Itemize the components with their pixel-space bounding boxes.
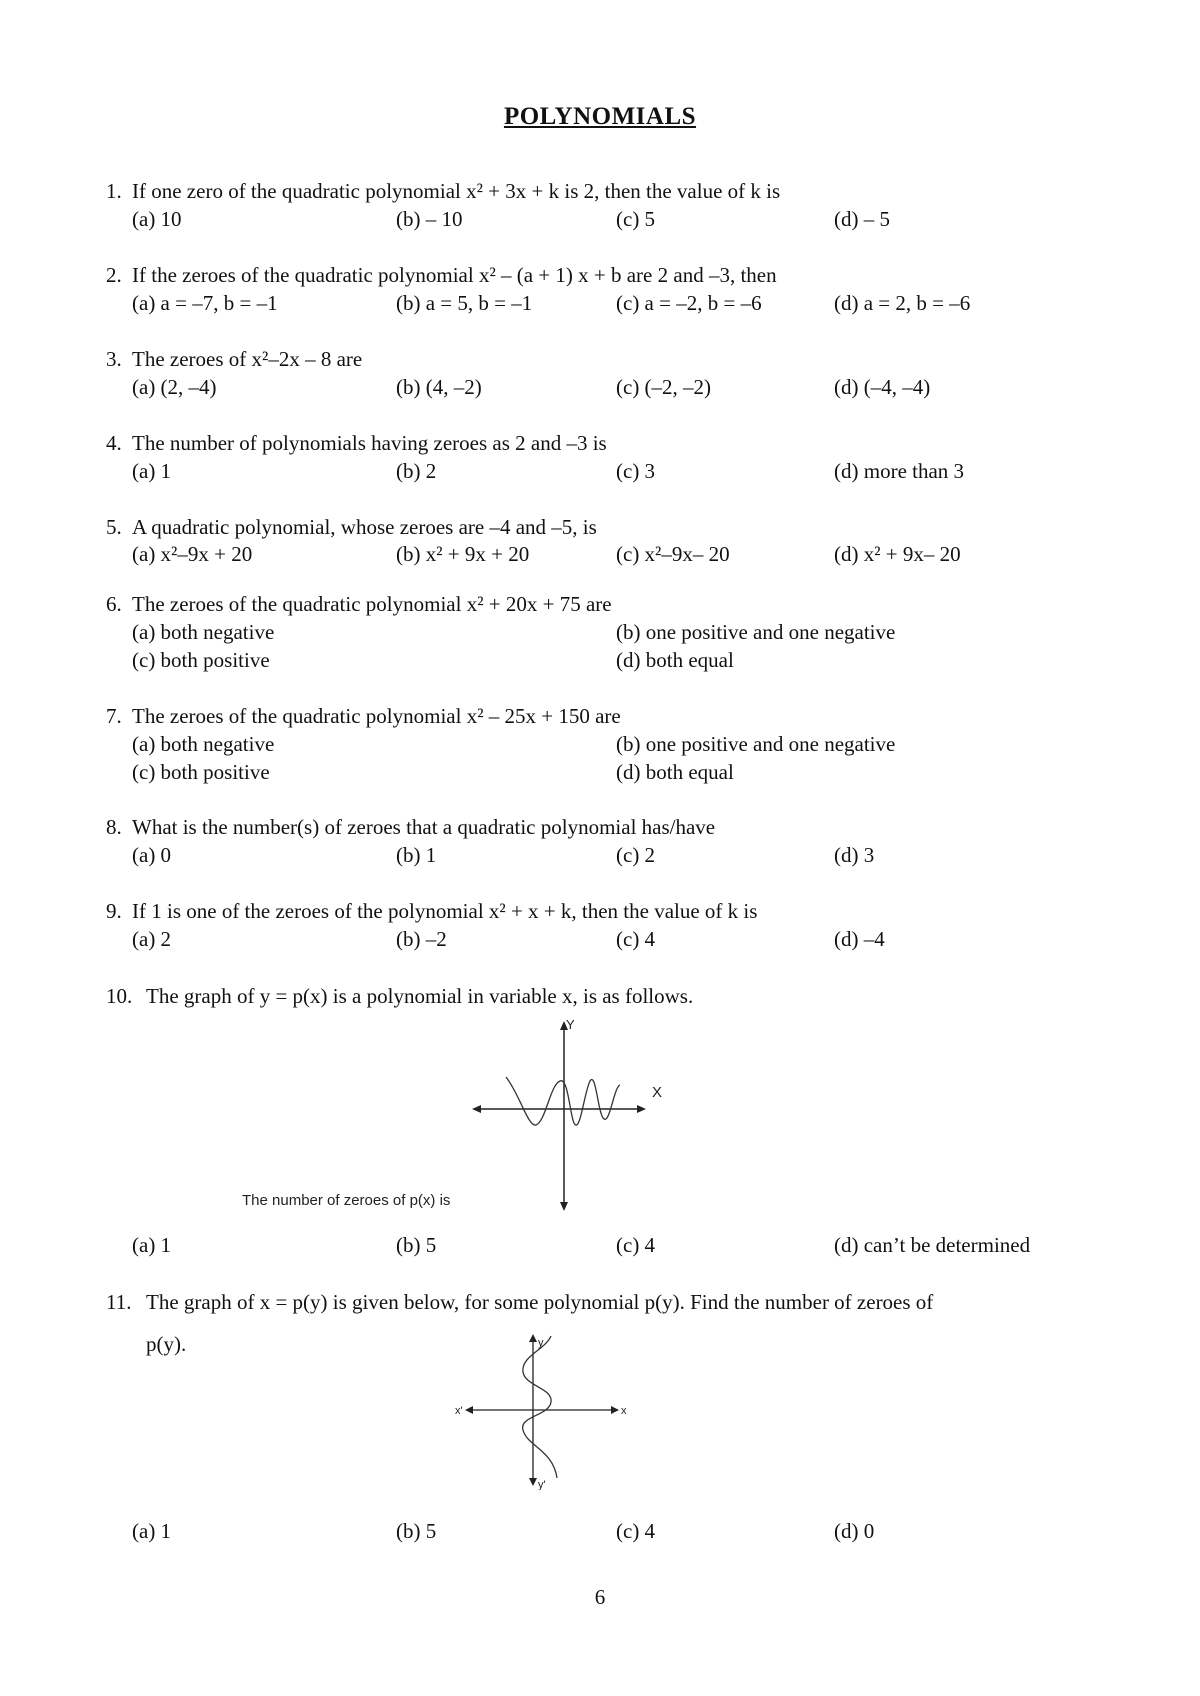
option-b: (b) x² + 9x + 20 — [396, 542, 530, 566]
question-text: The graph of x = p(y) is given below, for some polynomial p(y). Find the number of zeroes of — [146, 1290, 934, 1314]
option-b: (b) one positive and one negative — [616, 620, 896, 644]
option-b: (b) 2 — [396, 459, 437, 483]
option-a: (a) 10 — [132, 207, 182, 231]
option-a: (a) 1 — [132, 1519, 172, 1543]
question-number: 8. — [106, 815, 122, 839]
option-b: (b) (4, –2) — [396, 375, 482, 399]
question-4 — [106, 430, 607, 456]
question-number: 2. — [106, 263, 122, 287]
option-a: (a) 2 — [132, 927, 172, 951]
question-text: The zeroes of x²–2x – 8 are — [132, 347, 363, 371]
question-3 — [106, 346, 363, 372]
question-text: The zeroes of the quadratic polynomial x² + 20x + 75 are — [132, 592, 612, 616]
y-axis-arrow-down — [529, 1478, 537, 1486]
figure-caption: The number of zeroes of p(x) is — [242, 1192, 451, 1209]
option-c: (c) (–2, –2) — [616, 375, 712, 399]
graph-x-equals-p-of-y — [455, 1330, 635, 1490]
option-d: (d) – 5 — [834, 207, 890, 231]
option-a: (a) both negative — [132, 732, 275, 756]
x-axis-arrow-right — [611, 1406, 619, 1414]
option-c: (c) 2 — [616, 843, 656, 867]
question-text: The graph of y = p(x) is a polynomial in variable x, is as follows. — [146, 984, 694, 1008]
question-number: 6. — [106, 592, 122, 616]
y-axis-label-bottom: y' — [538, 1479, 546, 1490]
option-a: (a) 1 — [132, 1233, 172, 1257]
x-axis-label-left: x' — [455, 1405, 463, 1417]
question-1 — [106, 178, 781, 204]
question-text: If 1 is one of the zeroes of the polynomial x² + x + k, then the value of k is — [132, 899, 758, 923]
question-number: 1. — [106, 179, 122, 203]
option-c: (c) 4 — [616, 927, 656, 951]
question-6 — [106, 591, 612, 617]
question-number: 10. — [106, 984, 133, 1008]
y-axis-arrow-up — [529, 1334, 537, 1342]
question-text: The number of polynomials having zeroes as 2 and –3 is — [132, 431, 607, 455]
polynomial-curve — [523, 1336, 557, 1478]
option-a: (a) 0 — [132, 843, 172, 867]
option-a: (a) (2, –4) — [132, 375, 217, 399]
question-number: 3. — [106, 347, 122, 371]
question-number: 5. — [106, 515, 122, 539]
y-axis-label: Y — [566, 1017, 575, 1032]
graph-y-equals-p-of-x — [470, 1015, 670, 1215]
option-b: (b) one positive and one negative — [616, 732, 896, 756]
question-8 — [106, 814, 716, 840]
option-c: (c) 5 — [616, 207, 656, 231]
option-c: (c) 3 — [616, 459, 656, 483]
question-9 — [106, 898, 758, 924]
polynomial-curve — [506, 1077, 620, 1125]
option-d: (d) –4 — [834, 927, 885, 951]
question-number: 11. — [106, 1290, 132, 1314]
option-b: (b) – 10 — [396, 207, 463, 231]
question-text: The zeroes of the quadratic polynomial x² – 25x + 150 are — [132, 704, 621, 728]
option-a: (a) 1 — [132, 459, 172, 483]
option-d: (d) 0 — [834, 1519, 875, 1543]
option-d: (d) can’t be determined — [834, 1233, 1031, 1257]
page-title: POLYNOMIALS — [503, 103, 697, 130]
question-text: A quadratic polynomial, whose zeroes are –4 and –5, is — [132, 515, 597, 539]
option-b: (b) 5 — [396, 1519, 437, 1543]
question-11 — [106, 1289, 934, 1315]
question-number: 4. — [106, 431, 122, 455]
question-text: What is the number(s) of zeroes that a quadratic polynomial has/have — [132, 815, 716, 839]
option-d: (d) both equal — [616, 760, 734, 784]
option-d: (d) both equal — [616, 648, 734, 672]
question-5 — [106, 514, 597, 540]
option-b: (b) a = 5, b = –1 — [396, 291, 533, 315]
option-d: (d) x² + 9x– 20 — [834, 542, 961, 566]
option-c: (c) x²–9x– 20 — [616, 542, 730, 566]
question-10 — [106, 983, 694, 1009]
option-a: (a) both negative — [132, 620, 275, 644]
x-axis-arrow-right — [637, 1105, 646, 1113]
question-number: 9. — [106, 899, 122, 923]
option-b: (b) 1 — [396, 843, 437, 867]
question-text: If the zeroes of the quadratic polynomial x² – (a + 1) x + b are 2 and –3, then — [132, 263, 777, 287]
option-c: (c) both positive — [132, 760, 270, 784]
option-d: (d) (–4, –4) — [834, 375, 931, 399]
option-a: (a) x²–9x + 20 — [132, 542, 253, 566]
question-7 — [106, 703, 621, 729]
y-axis-label-top: y — [538, 1337, 544, 1349]
page-number: 6 — [594, 1585, 606, 1609]
x-axis-label: X — [652, 1084, 663, 1101]
option-d: (d) a = 2, b = –6 — [834, 291, 971, 315]
option-c: (c) 4 — [616, 1233, 656, 1257]
option-c: (c) a = –2, b = –6 — [616, 291, 762, 315]
option-b: (b) –2 — [396, 927, 447, 951]
x-axis-label-right: x — [621, 1405, 627, 1417]
option-d: (d) 3 — [834, 843, 875, 867]
option-c: (c) 4 — [616, 1519, 656, 1543]
option-d: (d) more than 3 — [834, 459, 965, 483]
x-axis-arrow-left — [465, 1406, 473, 1414]
question-2 — [106, 262, 777, 288]
option-c: (c) both positive — [132, 648, 270, 672]
question-number: 7. — [106, 704, 122, 728]
option-a: (a) a = –7, b = –1 — [132, 291, 278, 315]
question-text-continued: p(y). — [146, 1332, 187, 1356]
option-b: (b) 5 — [396, 1233, 437, 1257]
y-axis-arrow-down — [560, 1202, 568, 1211]
question-text: If one zero of the quadratic polynomial x² + 3x + k is 2, then the value of k is — [132, 179, 781, 203]
x-axis-arrow-left — [472, 1105, 481, 1113]
